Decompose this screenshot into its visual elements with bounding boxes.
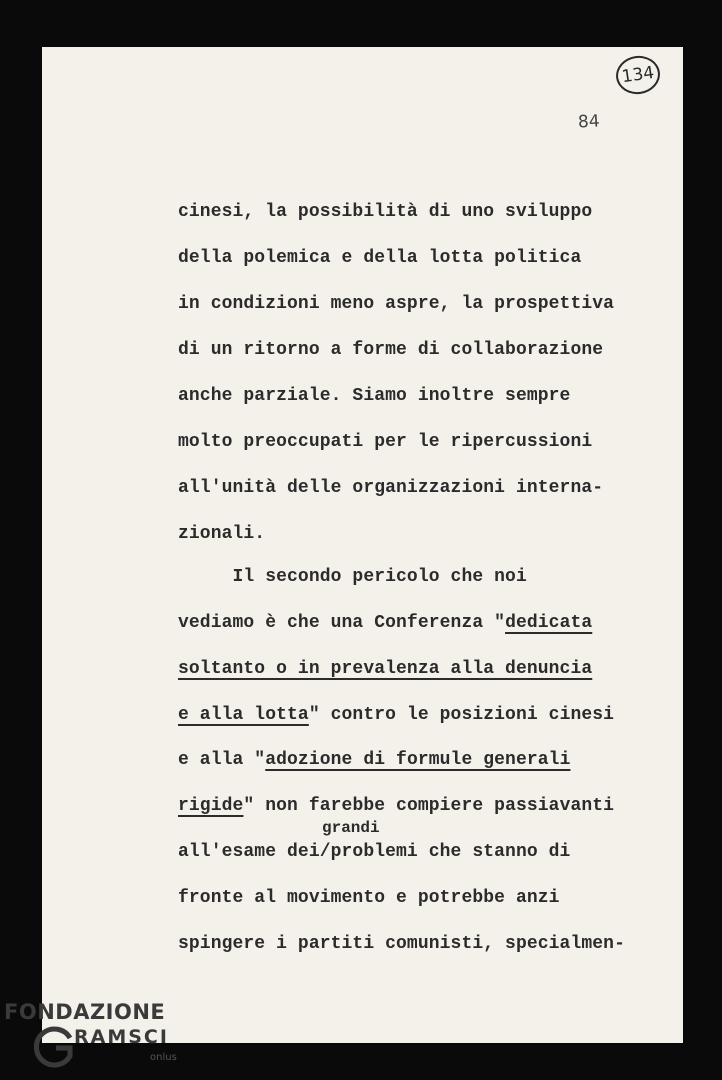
handwritten-insertion: grandi xyxy=(322,819,380,837)
text-line-13-pre: e alla " xyxy=(178,750,266,770)
text-line-15: all'esame dei/problemi che stanno di xyxy=(178,842,571,862)
watermark-line1: FONDAZIONE xyxy=(4,1000,166,1024)
text-line-16: fronte al movimento e potrebbe anzi xyxy=(178,888,560,908)
text-line-7: all'unità delle organizzazioni interna- xyxy=(178,478,604,498)
text-line-2: della polemica e della lotta politica xyxy=(178,248,582,268)
watermark-suffix: onlus xyxy=(150,1052,177,1063)
text-line-1: cinesi, la possibilità di uno sviluppo xyxy=(178,202,593,222)
text-line-8: zionali. xyxy=(178,524,266,544)
text-line-12-underlined: e alla lotta xyxy=(178,705,309,725)
text-line-12 xyxy=(178,705,614,725)
text-line-9: Il secondo pericolo che noi xyxy=(178,567,527,587)
text-line-12-post: " contro le posizioni cinesi xyxy=(308,705,615,725)
text-line-14-post: " non farebbe compiere passiavanti xyxy=(243,796,615,816)
text-line-3: in condizioni meno aspre, la prospettiva xyxy=(178,294,615,314)
fondazione-gramsci-watermark xyxy=(4,1000,184,1072)
handwritten-page-number: 84 xyxy=(577,111,601,133)
text-line-10-pre: vediamo è che una Conferenza " xyxy=(178,613,506,633)
circled-page-number-text: 134 xyxy=(620,62,656,88)
text-line-14 xyxy=(178,796,614,816)
text-line-10 xyxy=(178,613,592,633)
text-line-10-underlined: dedicata xyxy=(505,613,593,633)
gramsci-g-logo-icon xyxy=(30,1024,76,1070)
text-line-14-underlined: rigide xyxy=(178,796,244,816)
text-line-13-underlined: adozione di formule generali xyxy=(265,750,571,770)
text-line-4: di un ritorno a forme di collaborazione xyxy=(178,340,604,360)
text-line-5: anche parziale. Siamo inoltre sempre xyxy=(178,386,571,406)
text-line-6: molto preoccupati per le ripercussioni xyxy=(178,432,593,452)
text-line-17: spingere i partiti comunisti, specialmen- xyxy=(178,934,625,954)
text-line-11-underlined: soltanto o in prevalenza alla denuncia xyxy=(178,659,593,679)
text-line-11 xyxy=(178,659,592,679)
watermark-line2: RAMSCI xyxy=(74,1026,169,1048)
text-line-13 xyxy=(178,750,570,770)
